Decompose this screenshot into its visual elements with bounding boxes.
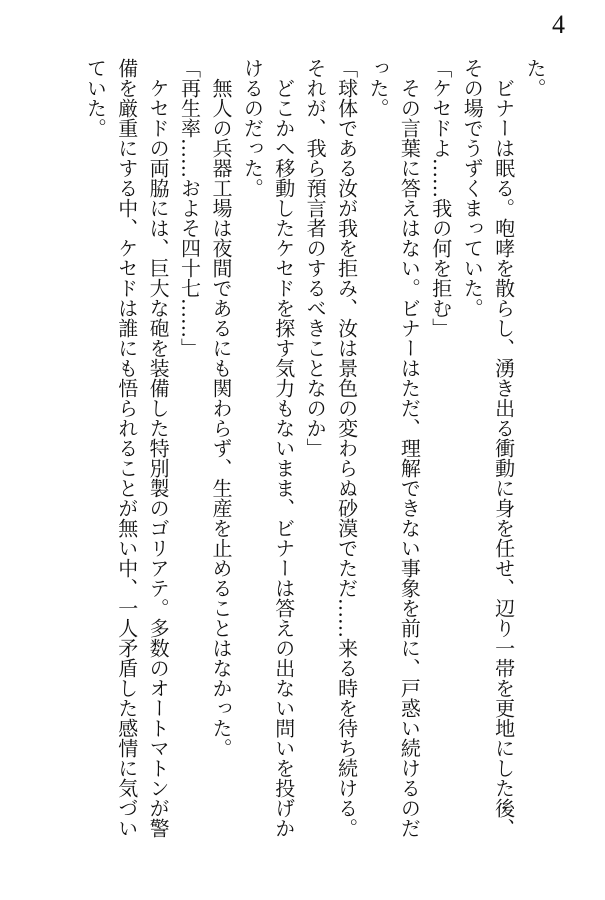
text-column: 備を厳重にする中、ケセドは誰にも悟られることが無い中、一人矛盾した感情に気づい [114, 58, 139, 838]
text-column: た。 [523, 58, 547, 98]
text-column: ていた。 [83, 58, 108, 138]
text-column: それが、我ら預言者のするべきことなのか」 [303, 58, 328, 458]
text-column: ビナーは眠る。咆哮を散らし、湧き出る衝動に身を任せ、辺り一帯を更地にした後、 [491, 58, 516, 838]
page-number: 4 [552, 10, 565, 39]
text-column: った。 [365, 58, 390, 118]
text-column: 「球体である汝が我を拒み、汝は景色の変わらぬ砂漠でただ……来る時を待ち続ける。 [334, 58, 359, 838]
text-column: どこかへ移動したケセドを探す気力もないまま、ビナーは答えの出ない問いを投げか [271, 58, 296, 838]
text-column: 無人の兵器工場は夜間であるにも関わらず、生産を止めることはなかった。 [208, 58, 233, 758]
text-column: その言葉に答えはない。ビナーはただ、理解できない事象を前に、戸惑い続けるのだ [397, 58, 422, 838]
text-column: ケセドの両脇には、巨大な砲を装備した特別製のゴリアテ。多数のオートマトンが警 [146, 58, 171, 838]
text-column: けるのだった。 [240, 58, 265, 198]
text-column: その場でうずくまっていた。 [460, 58, 485, 318]
text-column: 「再生率……およそ四十七……」 [177, 58, 202, 358]
vertical-body-text [79, 58, 550, 858]
text-column: 「ケセドよ……我の何を拒む」 [428, 58, 453, 338]
